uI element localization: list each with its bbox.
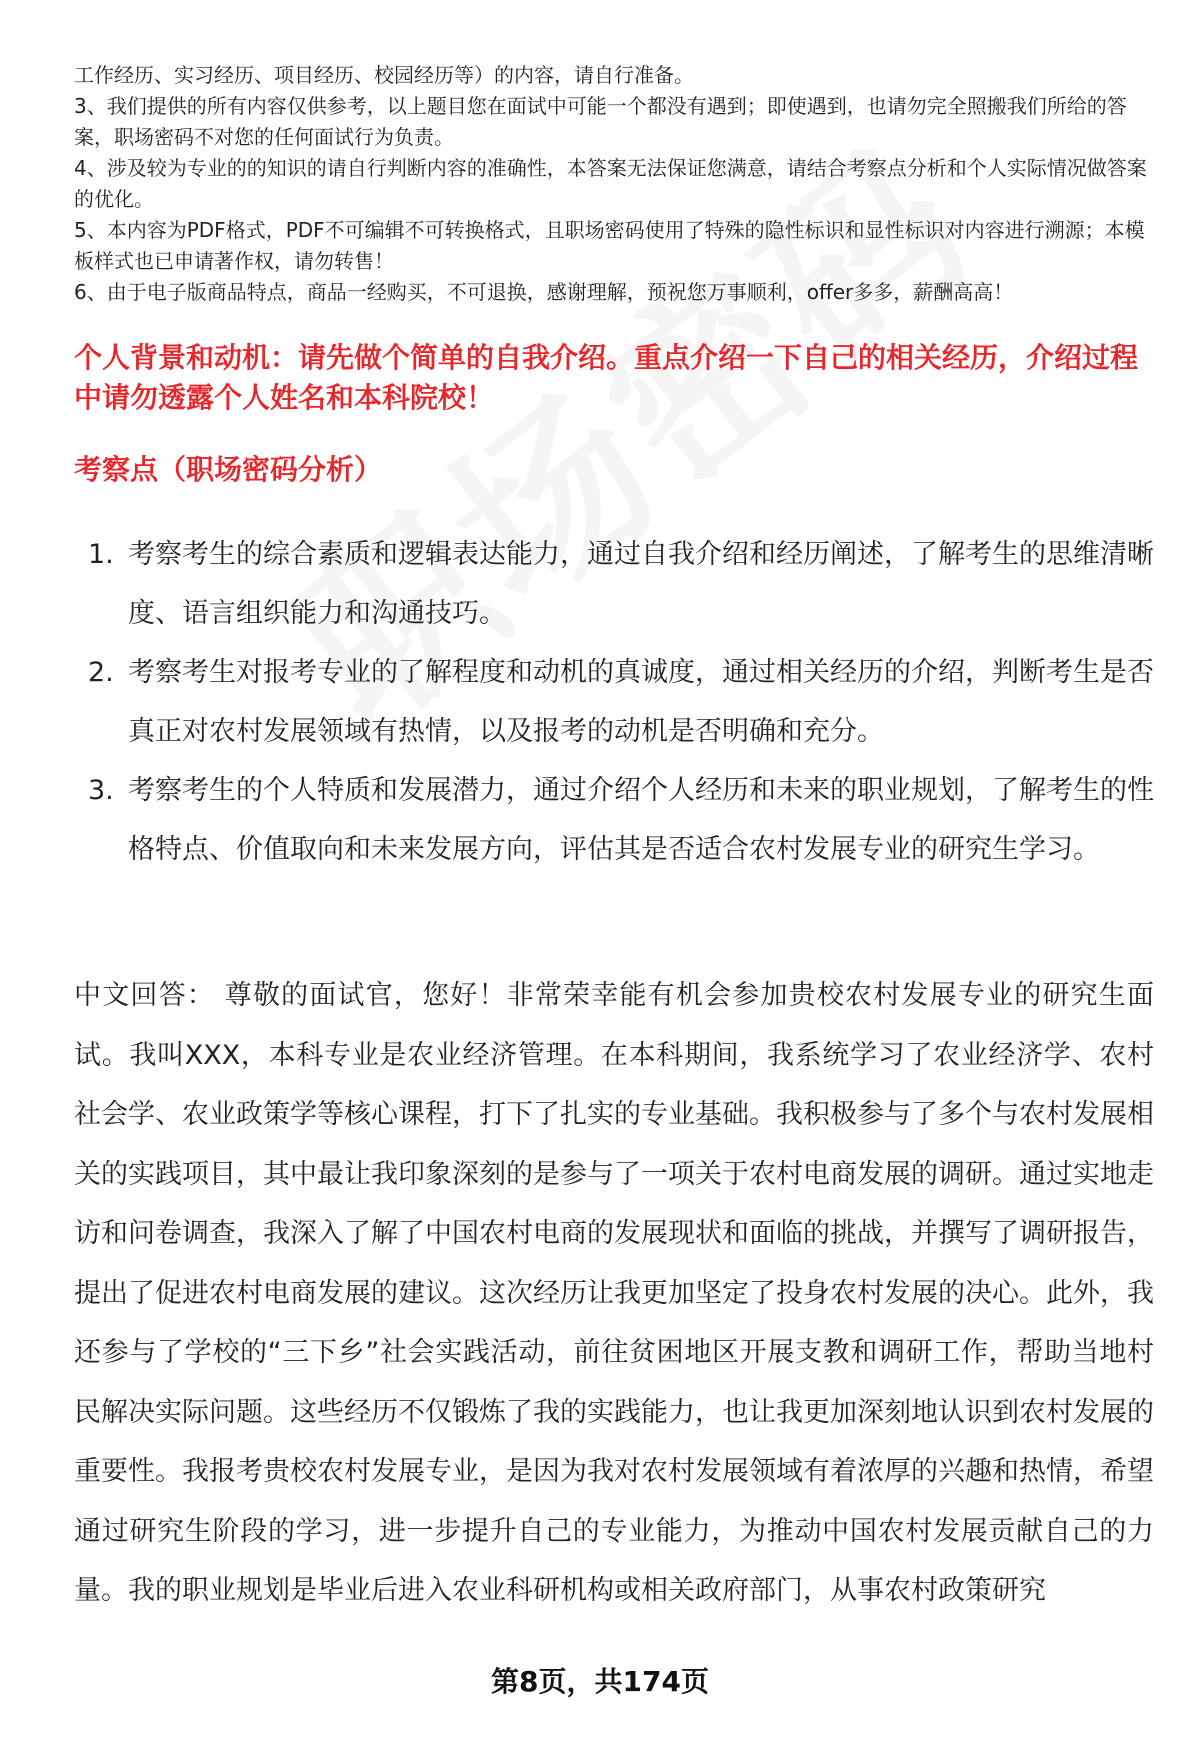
- analysis-point: [74, 643, 1154, 761]
- point-number: 3.: [88, 775, 114, 806]
- analysis-point: [74, 761, 1154, 879]
- question-heading: 个人背景和动机：请先做个简单的自我介绍。重点介绍一下自己的相关经历，介绍过程中请勿透露个人姓名和本科院校！: [74, 341, 1139, 414]
- notice-list: [74, 60, 1154, 308]
- notice-item: 4、涉及较为专业的的知识的请自行判断内容的准确性，本答案无法保证您满意，请结合考察点分析和个人实际情况做答案的优化。: [74, 156, 1147, 211]
- notice-item: 3、我们提供的所有内容仅供参考，以上题目您在面试中可能一个都没有遇到；即使遇到，也请勿完全照搬我们所给的答案，职场密码不对您的任何面试行为负责。: [74, 94, 1127, 149]
- point-number: 2.: [88, 657, 114, 688]
- point-text: 考察考生的综合素质和逻辑表达能力，通过自我介绍和经历阐述，了解考生的思维清晰度、语言组织能力和沟通技巧。: [128, 539, 1154, 629]
- point-text: 考察考生的个人特质和发展潜力，通过介绍个人经历和未来的职业规划，了解考生的性格特点、价值取向和未来发展方向，评估其是否适合农村发展专业的研究生学习。: [128, 775, 1154, 865]
- analysis-heading: 考察点（职场密码分析）: [74, 453, 383, 486]
- analysis-point: [74, 525, 1154, 643]
- point-text: 考察考生对报考专业的了解程度和动机的真诚度，通过相关经历的介绍，判断考生是否真正对农村发展领域有热情，以及报考的动机是否明确和充分。: [128, 657, 1154, 747]
- page-number: 第8页，共174页: [491, 1665, 709, 1698]
- notice-item: 6、由于电子版商品特点，商品一经购买，不可退换，感谢理解，预祝您万事顺利，offer多多，薪酬高高！: [74, 280, 1014, 304]
- answer-paragraph: 中文回答： 尊敬的面试官，您好！非常荣幸能有机会参加贵校农村发展专业的研究生面试。我叫XXX，本科专业是农业经济管理。在本科期间，我系统学习了农业经济学、农村社会学、农业政策学等核心课程，打下了扎实的专业基础。我积极参与了多个与农村发展相关的实践项目，其中最让我印象深刻的是参与了一项关于农村电商发展的调研。通过实地走访和问卷调查，我深入了解了中国农村电商的发展现状和面临的挑战，并撰写了调研报告，提出了促进农村电商发展的建议。这次经历让我更加坚定了投身农村发展的决心。此外，我还参与了学校的“三下乡”社会实践活动，前往贫困地区开展支教和调研工作，帮助当地村民解决实际问题。这些经历不仅锻炼了我的实践能力，也让我更加深刻地认识到农村发展的重要性。我报考贵校农村发展专业，是因为我对农村发展领域有着浓厚的兴趣和热情，希望通过研究生阶段的学习，进一步提升自己的专业能力，为推动中国农村发展贡献自己的力量。我的职业规划是毕业后进入农业科研机构或相关政府部门，从事农村政策研究: [74, 980, 1154, 1606]
- point-number: 1.: [88, 539, 114, 570]
- notice-item: 5、本内容为PDF格式，PDF不可编辑不可转换格式，且职场密码使用了特殊的隐性标识和显性标识对内容进行溯源；本模板样式也已申请著作权，请勿转售！: [74, 218, 1145, 273]
- analysis-points: [74, 525, 1154, 879]
- notice-item: 工作经历、实习经历、项目经历、校园经历等）的内容，请自行准备。: [74, 63, 694, 87]
